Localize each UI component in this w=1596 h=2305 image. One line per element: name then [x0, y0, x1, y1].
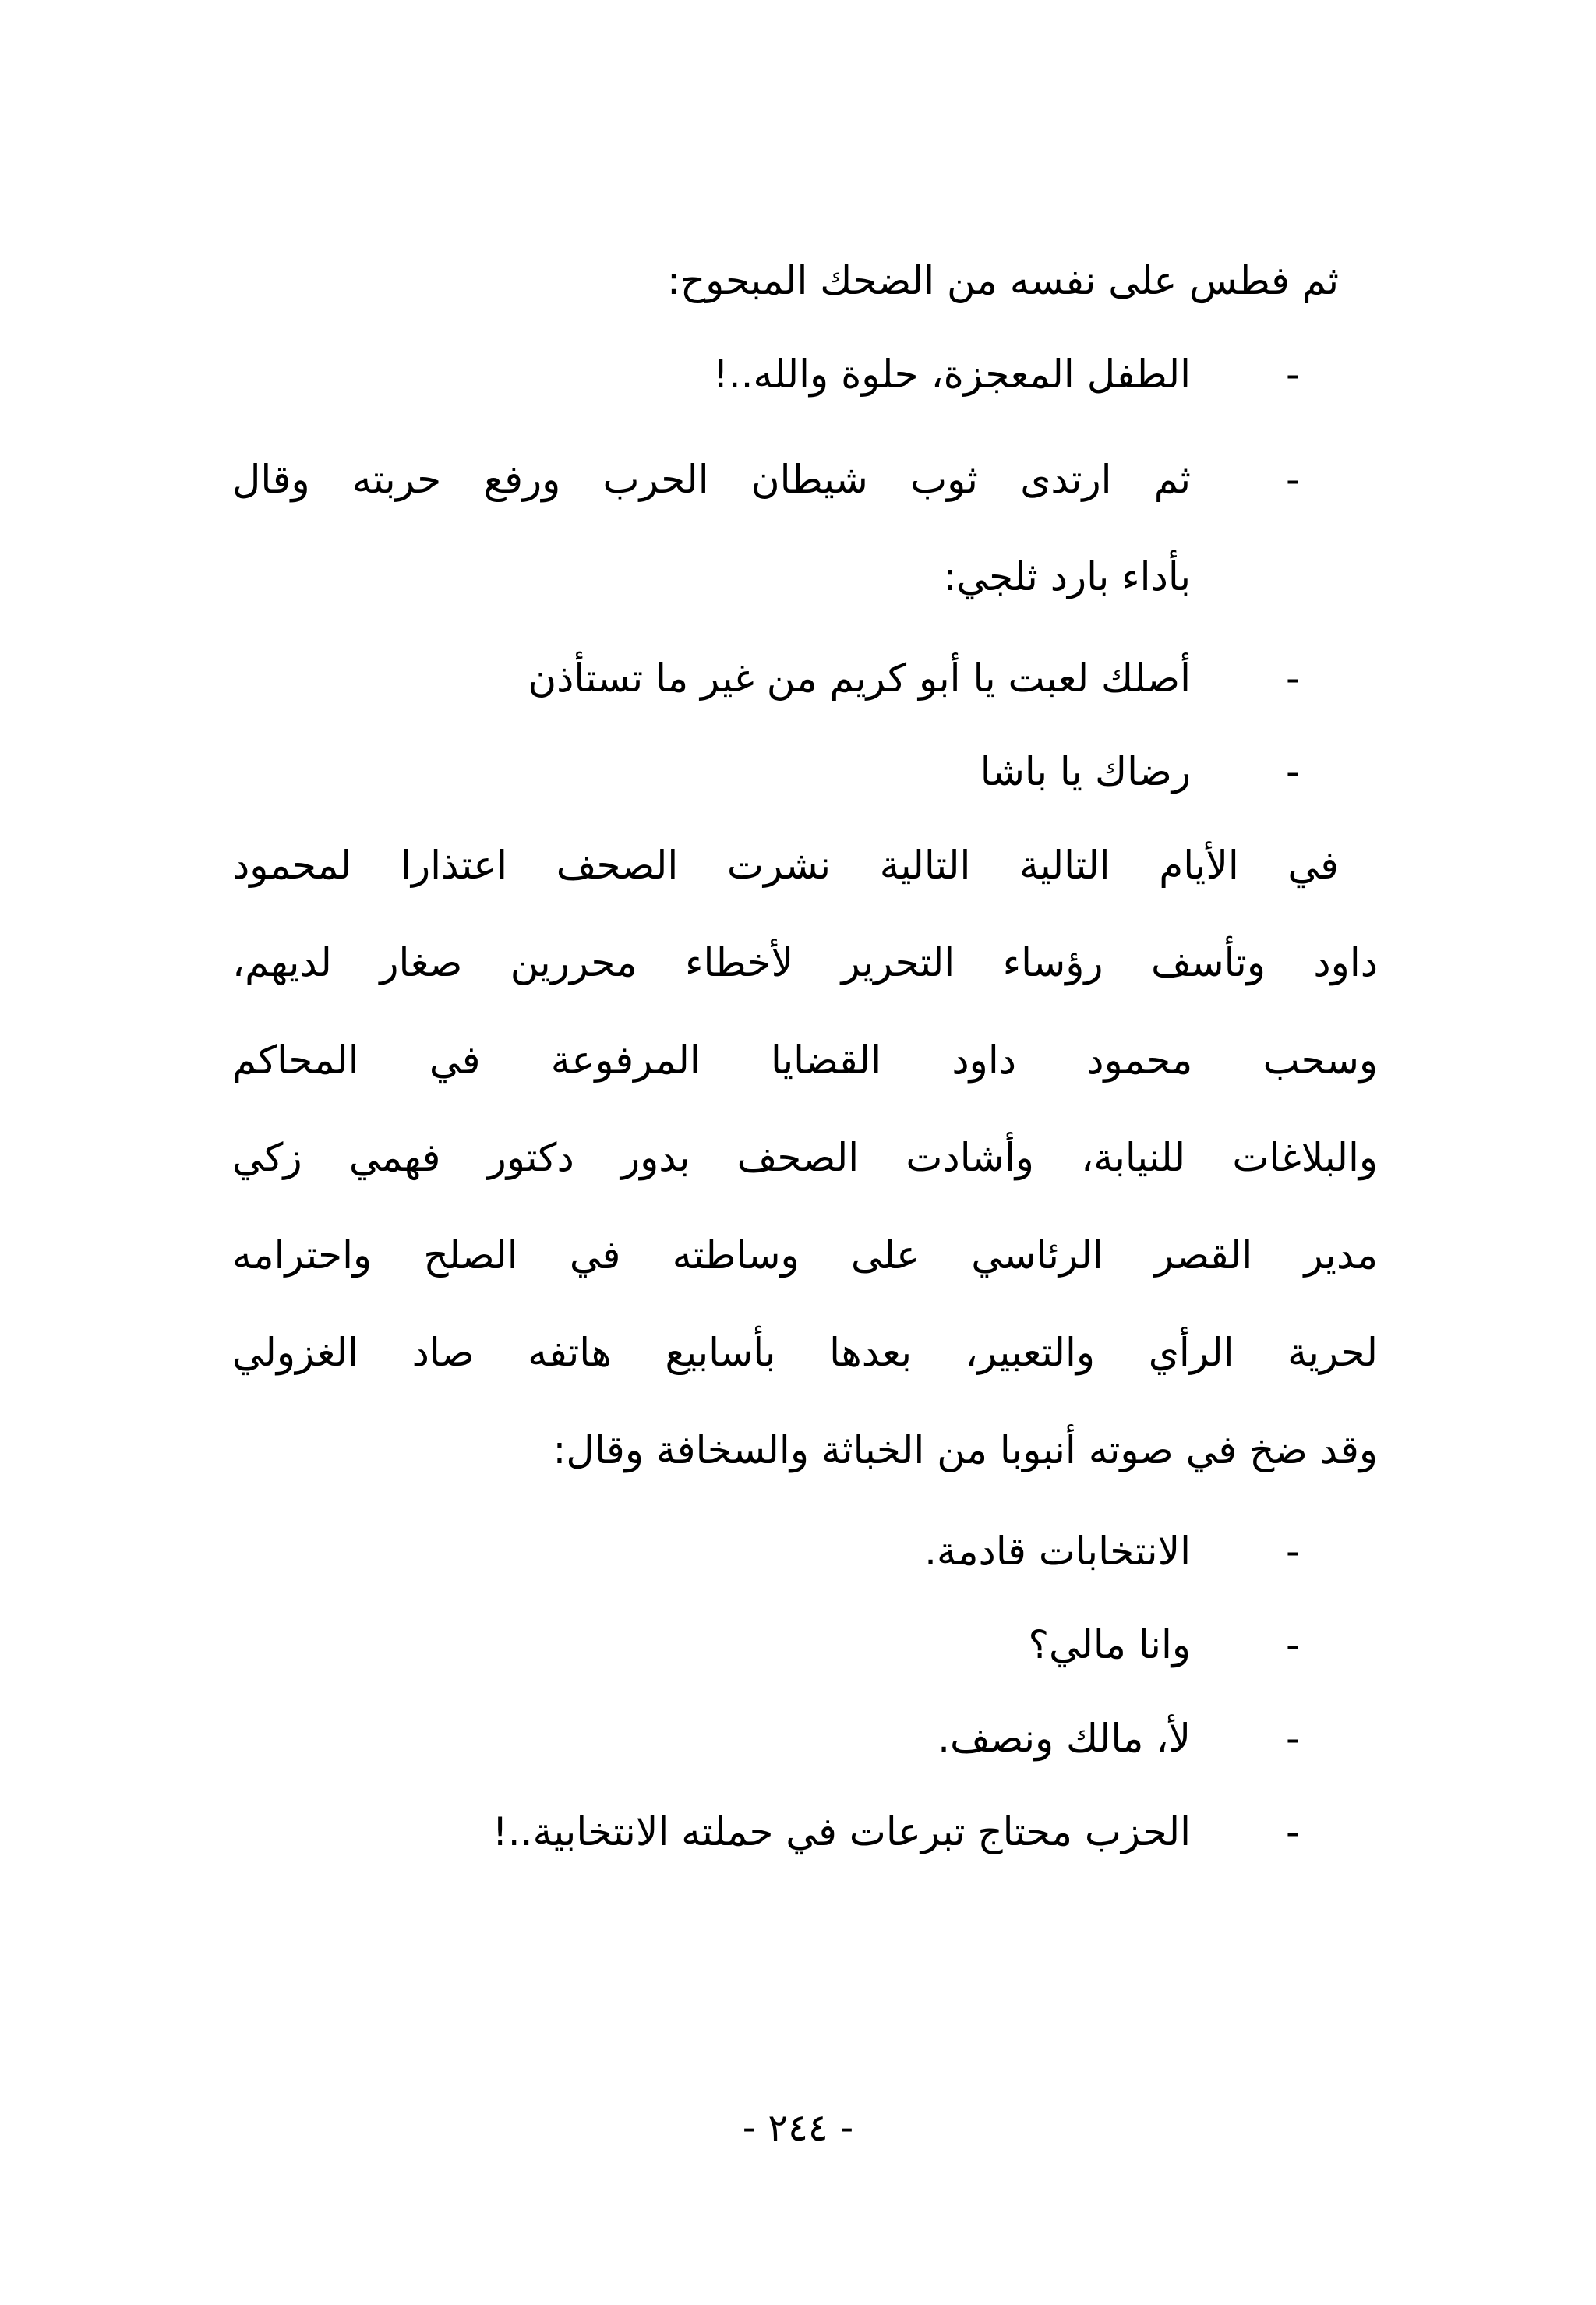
- paragraph-line: مدير القصر الرئاسي على وساطته في الصلح واحترامه: [232, 1232, 1378, 1278]
- paragraph-line: والبلاغات للنيابة، وأشادت الصحف بدور دكتور فهمي زكي: [232, 1135, 1378, 1180]
- dialogue-line-continued: بأداء بارد ثلجي:: [943, 554, 1191, 599]
- dialogue-line: لأ، مالك ونصف.: [937, 1716, 1191, 1761]
- paragraph-line: في الأيام التالية التالية نشرت الصحف اعتذارا لمحمود: [232, 843, 1339, 888]
- dialogue-dash: -: [1285, 1716, 1300, 1761]
- dialogue-line: الطفل المعجزة، حلوة والله..!: [712, 352, 1191, 397]
- dialogue-dash: -: [1285, 1529, 1300, 1574]
- dialogue-line: رضاك يا باشا: [980, 749, 1191, 794]
- page-number: - ٢٤٤ -: [742, 2106, 854, 2150]
- dialogue-line: وانا مالي؟: [1028, 1622, 1191, 1667]
- dialogue-dash: -: [1285, 656, 1300, 701]
- dialogue-dash: -: [1285, 749, 1300, 794]
- dialogue-line: ثم ارتدى ثوب شيطان الحرب ورفع حربته وقال: [232, 457, 1191, 502]
- paragraph-line: داود وتأسف رؤساء التحرير لأخطاء محررين صغار لديهم،: [232, 940, 1378, 985]
- dialogue-line: الحزب محتاج تبرعات في حملته الانتخابية..!: [492, 1809, 1191, 1854]
- intro-line: ثم فطس على نفسه من الضحك المبحوح:: [667, 258, 1339, 303]
- dialogue-dash: -: [1285, 352, 1300, 397]
- paragraph-line: لحرية الرأي والتعبير، بعدها بأسابيع هاتفه صاد الغزولي: [232, 1330, 1378, 1375]
- dialogue-dash: -: [1285, 1809, 1300, 1854]
- paragraph-line: وسحب محمود داود القضايا المرفوعة في المحاكم: [232, 1038, 1378, 1083]
- dialogue-line: أصلك لعبت يا أبو كريم من غير ما تستأذن: [528, 656, 1191, 701]
- paragraph-line: وقد ضخ في صوته أنبوبا من الخباثة والسخافة وقال:: [553, 1427, 1378, 1472]
- dialogue-dash: -: [1285, 457, 1300, 502]
- dialogue-line: الانتخابات قادمة.: [924, 1529, 1191, 1574]
- dialogue-dash: -: [1285, 1622, 1300, 1667]
